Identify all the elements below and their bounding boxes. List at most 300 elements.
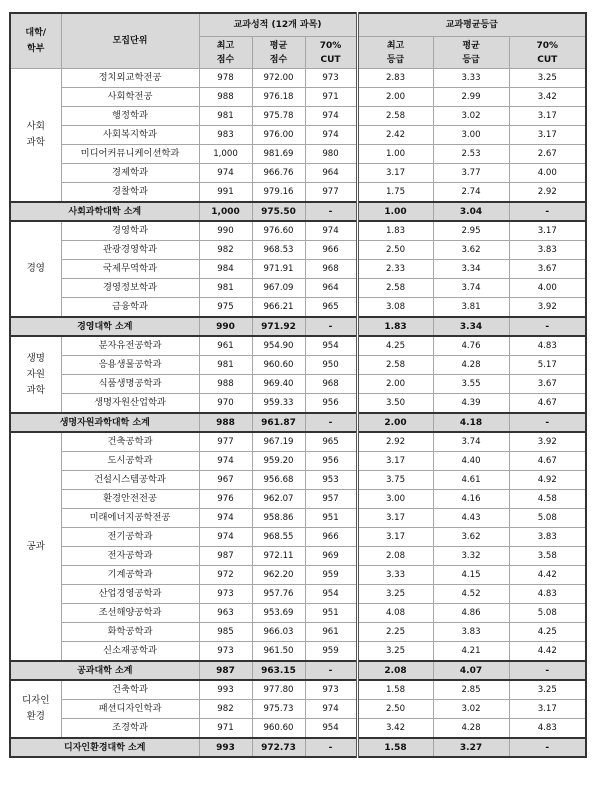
cut70-score-cell: 956 [305,394,357,414]
max-score-cell: 967 [199,471,252,490]
department-cell: 화학공학과 [61,623,199,642]
avg-rank-cell: 4.39 [433,394,509,414]
subtotal-cut70-score-cell: - [305,661,357,680]
department-cell: 관광경영학과 [61,241,199,260]
avg-rank-cell: 3.00 [433,126,509,145]
max-rank-cell: 3.08 [357,298,433,318]
subtotal-avg-score-cell: 975.50 [252,202,305,221]
cut70-rank-cell: 3.58 [509,547,586,566]
table-row [10,126,586,145]
avg-score-cell: 972.00 [252,69,305,88]
subtotal-cut70-score-cell: - [305,738,357,757]
cut70-rank-cell: 5.08 [509,604,586,623]
max-score-cell: 974 [199,452,252,471]
max-score-cell: 971 [199,719,252,739]
max-rank-cell: 2.25 [357,623,433,642]
department-cell: 미래에너지공학전공 [61,509,199,528]
department-cell: 사회학전공 [61,88,199,107]
avg-rank-cell: 3.32 [433,547,509,566]
cut70-rank-cell: 4.25 [509,623,586,642]
department-cell: 신소재공학과 [61,642,199,662]
cut70-rank-cell: 3.17 [509,107,586,126]
department-cell: 전기공학과 [61,528,199,547]
table-row [10,183,586,203]
cut70-score-cell: 956 [305,452,357,471]
subtotal-max-rank-cell: 2.08 [357,661,433,680]
table-row [10,164,586,183]
table-row [10,452,586,471]
max-rank-cell: 4.08 [357,604,433,623]
max-rank-cell: 3.42 [357,719,433,739]
department-cell: 경영정보학과 [61,279,199,298]
cut70-score-cell: 964 [305,164,357,183]
cut70-rank-cell: 4.83 [509,336,586,356]
subtotal-cut70-score-cell: - [305,413,357,432]
max-score-cell: 988 [199,375,252,394]
max-rank-cell: 3.25 [357,585,433,604]
avg-score-cell: 960.60 [252,719,305,739]
table-row [10,260,586,279]
subtotal-cut70-score-cell: - [305,317,357,336]
table-row [10,356,586,375]
cut70-rank-cell: 3.25 [509,69,586,88]
subtotal-avg-rank-cell: 3.27 [433,738,509,757]
subtotal-label: 디자인환경대학 소계 [10,738,199,757]
max-rank-cell: 2.58 [357,356,433,375]
avg-rank-cell: 4.52 [433,585,509,604]
avg-score-cell: 972.11 [252,547,305,566]
table-row [10,375,586,394]
department-cell: 산업경영공학과 [61,585,199,604]
cut70-rank-cell: 3.67 [509,375,586,394]
cut70-score-cell: 974 [305,221,357,241]
table-row [10,680,586,700]
department-cell: 분자유전공학과 [61,336,199,356]
avg-score-cell: 966.03 [252,623,305,642]
avg-rank-cell: 4.28 [433,719,509,739]
department-cell: 도시공학과 [61,452,199,471]
cut70-score-cell: 951 [305,604,357,623]
table-row [10,336,586,356]
avg-rank-cell: 3.55 [433,375,509,394]
max-rank-cell: 2.33 [357,260,433,279]
cut70-rank-cell: 2.92 [509,183,586,203]
avg-rank-cell: 2.53 [433,145,509,164]
avg-score-cell: 957.76 [252,585,305,604]
avg-rank-cell: 3.34 [433,260,509,279]
department-cell: 식품생명공학과 [61,375,199,394]
subtotal-avg-score-cell: 972.73 [252,738,305,757]
max-score-cell: 978 [199,69,252,88]
table-row [10,528,586,547]
subtotal-avg-rank-cell: 4.18 [433,413,509,432]
table-row [10,566,586,585]
header-rank-group: 교과평균등급 [357,13,586,37]
avg-rank-cell: 2.99 [433,88,509,107]
max-score-cell: 974 [199,164,252,183]
cut70-score-cell: 950 [305,356,357,375]
subtotal-avg-rank-cell: 3.04 [433,202,509,221]
avg-score-cell: 966.21 [252,298,305,318]
max-score-cell: 985 [199,623,252,642]
avg-score-cell: 968.53 [252,241,305,260]
max-score-cell: 970 [199,394,252,414]
cut70-score-cell: 961 [305,623,357,642]
admission-results-table-wrapper [9,12,587,758]
avg-rank-cell: 4.28 [433,356,509,375]
cut70-rank-cell: 3.67 [509,260,586,279]
max-score-cell: 983 [199,126,252,145]
header-max-score: 최고 점수 [199,37,252,69]
max-score-cell: 976 [199,490,252,509]
admission-results-table [9,12,587,758]
table-row [10,279,586,298]
department-cell: 조경학과 [61,719,199,739]
max-score-cell: 984 [199,260,252,279]
avg-score-cell: 977.80 [252,680,305,700]
department-cell: 환경안전전공 [61,490,199,509]
subtotal-row [10,738,586,757]
avg-score-cell: 975.78 [252,107,305,126]
table-body [10,69,586,758]
table-row [10,585,586,604]
max-rank-cell: 2.50 [357,700,433,719]
max-rank-cell: 1.00 [357,145,433,164]
cut70-rank-cell: 4.67 [509,394,586,414]
cut70-score-cell: 969 [305,547,357,566]
max-rank-cell: 2.58 [357,107,433,126]
department-cell: 미디어커뮤니케이션학과 [61,145,199,164]
avg-score-cell: 971.91 [252,260,305,279]
cut70-rank-cell: 3.92 [509,298,586,318]
avg-rank-cell: 3.77 [433,164,509,183]
cut70-rank-cell: 4.58 [509,490,586,509]
max-rank-cell: 3.50 [357,394,433,414]
department-cell: 경제학과 [61,164,199,183]
avg-rank-cell: 3.62 [433,528,509,547]
subtotal-label: 생명자원과학대학 소계 [10,413,199,432]
subtotal-cut70-score-cell: - [305,202,357,221]
cut70-score-cell: 968 [305,375,357,394]
subtotal-max-rank-cell: 1.83 [357,317,433,336]
subtotal-max-score-cell: 987 [199,661,252,680]
avg-rank-cell: 3.02 [433,700,509,719]
table-row [10,509,586,528]
cut70-rank-cell: 4.83 [509,719,586,739]
cut70-rank-cell: 3.25 [509,680,586,700]
cut70-rank-cell: 2.67 [509,145,586,164]
avg-score-cell: 969.40 [252,375,305,394]
avg-score-cell: 959.20 [252,452,305,471]
subtotal-label: 사회과학대학 소계 [10,202,199,221]
max-rank-cell: 1.75 [357,183,433,203]
max-rank-cell: 1.83 [357,221,433,241]
avg-score-cell: 956.68 [252,471,305,490]
subtotal-max-rank-cell: 2.00 [357,413,433,432]
subtotal-row [10,202,586,221]
department-cell: 사회복지학과 [61,126,199,145]
cut70-score-cell: 951 [305,509,357,528]
cut70-rank-cell: 4.00 [509,279,586,298]
avg-score-cell: 967.09 [252,279,305,298]
header-avg-rank: 평균 등급 [433,37,509,69]
max-score-cell: 974 [199,509,252,528]
header-avg-score: 평균 점수 [252,37,305,69]
subtotal-cut70-rank-cell: - [509,317,586,336]
max-rank-cell: 3.17 [357,509,433,528]
subtotal-avg-rank-cell: 4.07 [433,661,509,680]
department-cell: 조선해양공학과 [61,604,199,623]
avg-score-cell: 975.73 [252,700,305,719]
max-score-cell: 981 [199,356,252,375]
table-row [10,490,586,509]
subtotal-avg-score-cell: 961.87 [252,413,305,432]
cut70-score-cell: 965 [305,298,357,318]
max-rank-cell: 3.75 [357,471,433,490]
cut70-score-cell: 971 [305,88,357,107]
cut70-rank-cell: 3.92 [509,432,586,452]
header-cut70-score: 70% CUT [305,37,357,69]
max-score-cell: 975 [199,298,252,318]
avg-rank-cell: 3.81 [433,298,509,318]
max-rank-cell: 4.25 [357,336,433,356]
cut70-rank-cell: 4.42 [509,566,586,585]
max-rank-cell: 2.50 [357,241,433,260]
subtotal-cut70-rank-cell: - [509,661,586,680]
max-score-cell: 961 [199,336,252,356]
avg-score-cell: 962.20 [252,566,305,585]
avg-score-cell: 967.19 [252,432,305,452]
cut70-rank-cell: 5.08 [509,509,586,528]
avg-score-cell: 954.90 [252,336,305,356]
avg-rank-cell: 3.62 [433,241,509,260]
avg-score-cell: 961.50 [252,642,305,662]
subtotal-row [10,661,586,680]
avg-rank-cell: 4.16 [433,490,509,509]
max-rank-cell: 3.17 [357,164,433,183]
cut70-rank-cell: 3.42 [509,88,586,107]
max-rank-cell: 2.42 [357,126,433,145]
avg-rank-cell: 3.83 [433,623,509,642]
subtotal-max-score-cell: 1,000 [199,202,252,221]
cut70-rank-cell: 3.17 [509,221,586,241]
cut70-score-cell: 973 [305,69,357,88]
table-row [10,547,586,566]
avg-rank-cell: 2.74 [433,183,509,203]
cut70-score-cell: 974 [305,700,357,719]
avg-rank-cell: 3.02 [433,107,509,126]
avg-rank-cell: 4.15 [433,566,509,585]
cut70-rank-cell: 4.83 [509,585,586,604]
subtotal-avg-rank-cell: 3.34 [433,317,509,336]
max-rank-cell: 3.17 [357,452,433,471]
department-cell: 건축공학과 [61,432,199,452]
cut70-rank-cell: 3.83 [509,241,586,260]
department-cell: 금융학과 [61,298,199,318]
table-row [10,623,586,642]
avg-rank-cell: 3.74 [433,432,509,452]
table-row [10,642,586,662]
max-rank-cell: 1.58 [357,680,433,700]
cut70-rank-cell: 4.42 [509,642,586,662]
subtotal-max-score-cell: 990 [199,317,252,336]
table-row [10,471,586,490]
table-row [10,604,586,623]
max-score-cell: 981 [199,279,252,298]
department-cell: 건설시스템공학과 [61,471,199,490]
table-row [10,432,586,452]
table-row [10,719,586,739]
max-rank-cell: 2.00 [357,88,433,107]
avg-score-cell: 959.33 [252,394,305,414]
department-cell: 건축학과 [61,680,199,700]
cut70-score-cell: 966 [305,241,357,260]
cut70-rank-cell: 4.92 [509,471,586,490]
header-college: 대학/ 학부 [10,13,61,69]
avg-rank-cell: 3.74 [433,279,509,298]
cut70-rank-cell: 5.17 [509,356,586,375]
cut70-score-cell: 954 [305,336,357,356]
max-rank-cell: 3.33 [357,566,433,585]
avg-rank-cell: 4.43 [433,509,509,528]
max-score-cell: 988 [199,88,252,107]
max-score-cell: 987 [199,547,252,566]
header-department: 모집단위 [61,13,199,69]
subtotal-max-rank-cell: 1.00 [357,202,433,221]
max-rank-cell: 2.00 [357,375,433,394]
college-cell: 디자인 환경 [10,680,61,738]
avg-score-cell: 981.69 [252,145,305,164]
cut70-score-cell: 957 [305,490,357,509]
cut70-score-cell: 980 [305,145,357,164]
subtotal-max-score-cell: 988 [199,413,252,432]
college-cell: 공과 [10,432,61,661]
avg-score-cell: 960.60 [252,356,305,375]
cut70-score-cell: 954 [305,719,357,739]
max-score-cell: 973 [199,585,252,604]
college-cell: 경영 [10,221,61,317]
cut70-score-cell: 974 [305,126,357,145]
cut70-score-cell: 966 [305,528,357,547]
max-rank-cell: 2.83 [357,69,433,88]
avg-score-cell: 976.00 [252,126,305,145]
subtotal-cut70-rank-cell: - [509,738,586,757]
cut70-rank-cell: 4.67 [509,452,586,471]
max-rank-cell: 3.00 [357,490,433,509]
table-row [10,221,586,241]
college-cell: 생명 자원 과학 [10,336,61,413]
cut70-score-cell: 977 [305,183,357,203]
max-score-cell: 963 [199,604,252,623]
subtotal-avg-score-cell: 971.92 [252,317,305,336]
table-row [10,145,586,164]
avg-rank-cell: 2.85 [433,680,509,700]
subtotal-cut70-rank-cell: - [509,413,586,432]
cut70-rank-cell: 4.00 [509,164,586,183]
max-score-cell: 982 [199,700,252,719]
cut70-score-cell: 959 [305,642,357,662]
max-score-cell: 972 [199,566,252,585]
subtotal-max-score-cell: 993 [199,738,252,757]
header-grades-group: 교과성적 (12개 과목) [199,13,357,37]
max-score-cell: 982 [199,241,252,260]
subtotal-label: 경영대학 소계 [10,317,199,336]
avg-rank-cell: 4.21 [433,642,509,662]
cut70-score-cell: 968 [305,260,357,279]
max-score-cell: 981 [199,107,252,126]
department-cell: 전자공학과 [61,547,199,566]
max-rank-cell: 3.25 [357,642,433,662]
department-cell: 응용생물공학과 [61,356,199,375]
cut70-score-cell: 959 [305,566,357,585]
max-score-cell: 973 [199,642,252,662]
max-score-cell: 974 [199,528,252,547]
max-score-cell: 993 [199,680,252,700]
cut70-score-cell: 953 [305,471,357,490]
subtotal-row [10,413,586,432]
avg-score-cell: 979.16 [252,183,305,203]
cut70-score-cell: 965 [305,432,357,452]
header-max-rank: 최고 등급 [357,37,433,69]
subtotal-row [10,317,586,336]
table-row [10,241,586,260]
department-cell: 패션디자인학과 [61,700,199,719]
department-cell: 경찰학과 [61,183,199,203]
college-cell: 사회 과학 [10,69,61,203]
avg-score-cell: 962.07 [252,490,305,509]
max-rank-cell: 2.08 [357,547,433,566]
subtotal-max-rank-cell: 1.58 [357,738,433,757]
subtotal-cut70-rank-cell: - [509,202,586,221]
header-cut70-rank: 70% CUT [509,37,586,69]
avg-rank-cell: 4.61 [433,471,509,490]
cut70-score-cell: 973 [305,680,357,700]
avg-score-cell: 976.18 [252,88,305,107]
avg-rank-cell: 4.76 [433,336,509,356]
max-score-cell: 977 [199,432,252,452]
avg-score-cell: 968.55 [252,528,305,547]
table-row [10,298,586,318]
department-cell: 국제무역학과 [61,260,199,279]
avg-rank-cell: 2.95 [433,221,509,241]
subtotal-label: 공과대학 소계 [10,661,199,680]
cut70-score-cell: 964 [305,279,357,298]
department-cell: 정치외교학전공 [61,69,199,88]
department-cell: 행정학과 [61,107,199,126]
cut70-score-cell: 974 [305,107,357,126]
avg-score-cell: 958.86 [252,509,305,528]
avg-score-cell: 976.60 [252,221,305,241]
cut70-rank-cell: 3.83 [509,528,586,547]
avg-rank-cell: 4.40 [433,452,509,471]
max-score-cell: 990 [199,221,252,241]
table-row [10,700,586,719]
table-row [10,107,586,126]
max-score-cell: 1,000 [199,145,252,164]
table-row [10,69,586,88]
cut70-score-cell: 954 [305,585,357,604]
avg-score-cell: 953.69 [252,604,305,623]
max-score-cell: 991 [199,183,252,203]
avg-rank-cell: 3.33 [433,69,509,88]
max-rank-cell: 2.92 [357,432,433,452]
table-row [10,88,586,107]
department-cell: 경영학과 [61,221,199,241]
table-row [10,394,586,414]
subtotal-avg-score-cell: 963.15 [252,661,305,680]
cut70-rank-cell: 3.17 [509,126,586,145]
department-cell: 생명자원산업학과 [61,394,199,414]
